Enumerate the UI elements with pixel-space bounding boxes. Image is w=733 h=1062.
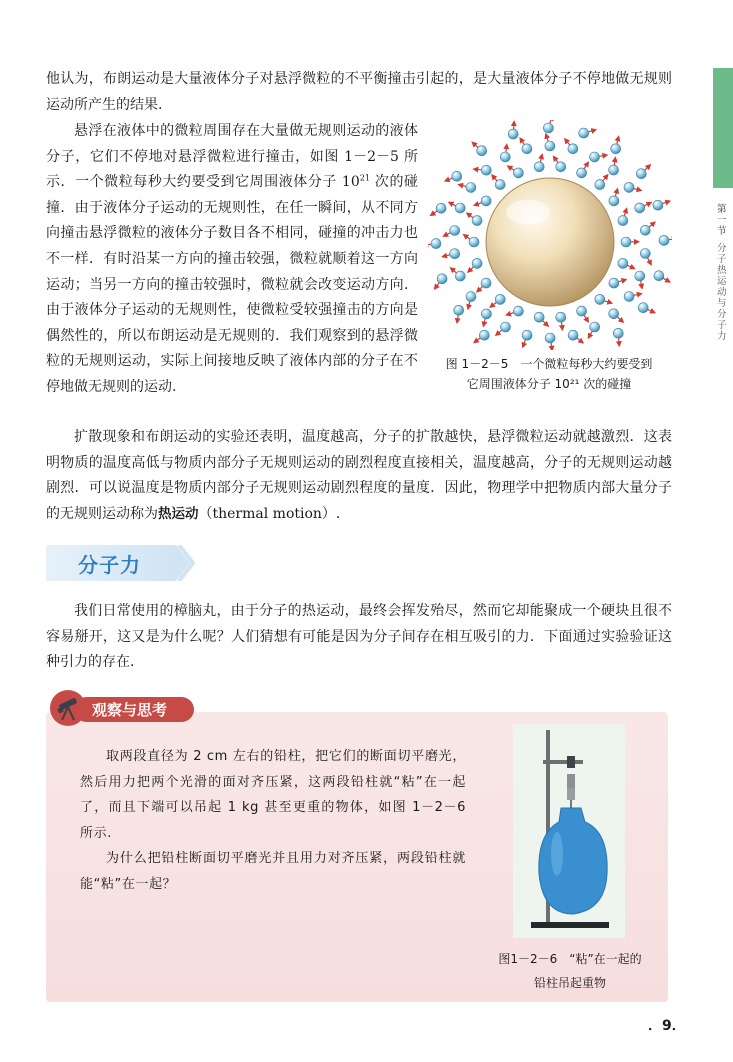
liquid-molecule	[466, 292, 476, 302]
liquid-molecule	[577, 168, 587, 178]
paragraph-intermolecular-force: 我们日常使用的樟脑丸，由于分子的热运动，最终会挥发殆尽，然而它却能聚成一个硬块且很不容易掰开，这又是为什么呢？人们猜想有可能是因为分子间存在相互吸引的力．下面通过实验验证这种引力的存在.	[46, 603, 672, 671]
suspended-particle	[486, 178, 614, 306]
molecule-velocity-arrow	[521, 140, 524, 145]
liquid-molecule	[624, 292, 634, 302]
liquid-molecule	[577, 306, 587, 316]
molecule-velocity-arrow	[618, 317, 623, 321]
liquid-molecule	[522, 330, 532, 340]
liquid-molecule	[568, 144, 578, 154]
molecule-velocity-arrow	[543, 321, 547, 325]
molecule-velocity-arrow	[460, 185, 466, 186]
liquid-molecule	[609, 278, 619, 288]
molecule-velocity-arrow	[457, 315, 458, 321]
molecule-velocity-arrow	[445, 233, 450, 236]
paragraph-thermal-motion: 扩散现象和布朗运动的实验还表明，温度越高，分子的扩散越快，悬浮微粒运动就越激烈．这表明物质的温度高低与物质内部分子无规则运动的剧烈程度直接相关，温度越高，分子的无规则运动越剧烈．可以说温度是物质内部分子无规则运动剧烈程度的量度．因此，物理学中把物质内部大量分子的无规则运动称为热运动（thermal motion）.	[46, 429, 672, 522]
liquid-molecule	[479, 330, 489, 340]
molecule-velocity-arrow	[492, 303, 497, 307]
liquid-molecule	[579, 128, 589, 138]
molecule-velocity-arrow	[551, 343, 552, 349]
molecule-velocity-arrow	[555, 158, 559, 163]
molecule-velocity-arrow	[444, 255, 450, 256]
liquid-molecule	[624, 182, 634, 192]
liquid-molecule	[481, 165, 491, 175]
liquid-molecule	[500, 152, 510, 162]
tab-section-label: 第一节	[717, 204, 727, 237]
liquid-molecule	[495, 180, 505, 190]
liquid-molecule	[556, 312, 566, 322]
molecule-velocity-arrow	[428, 244, 431, 245]
molecule-velocity-arrow	[493, 176, 497, 181]
liquid-molecule	[635, 203, 645, 213]
chapter-tab-text	[717, 204, 729, 342]
liquid-molecule	[436, 203, 446, 213]
molecule-velocity-arrow	[663, 202, 669, 204]
liquid-molecule	[481, 278, 491, 288]
liquid-molecule	[481, 309, 491, 319]
liquid-molecule	[452, 171, 462, 181]
molecule-velocity-arrow	[624, 210, 626, 216]
molecule-velocity-arrow	[589, 331, 592, 336]
liquid-molecule	[466, 183, 476, 193]
figure-particle-collisions	[428, 120, 672, 350]
liquid-molecule	[454, 305, 464, 315]
liquid-molecule	[613, 328, 623, 338]
liquid-molecule	[595, 294, 605, 304]
molecule-velocity-arrow	[540, 156, 541, 162]
liquid-molecule	[621, 237, 631, 247]
paragraph-brownian-conclusion: 他认为，布朗运动是大量液体分子对悬浮微粒的不平衡撞击引起的，是大量液体分子不停地做无规则运动所产生的结果.	[46, 71, 672, 113]
molecule-velocity-arrow	[546, 136, 548, 142]
molecule-velocity-arrow	[447, 178, 453, 180]
liquid-molecule	[640, 225, 650, 235]
liquid-molecule	[638, 303, 648, 313]
molecule-velocity-arrow	[634, 189, 640, 190]
liquid-molecule	[431, 239, 441, 249]
chapter-tab-marker	[713, 68, 733, 188]
liquid-molecule	[450, 226, 460, 236]
liquid-molecule	[654, 271, 664, 281]
liquid-molecule	[618, 216, 628, 226]
molecule-velocity-arrow	[506, 146, 507, 152]
molecule-velocity-arrow	[450, 203, 455, 206]
liquid-molecule	[609, 309, 619, 319]
molecule-velocity-arrow	[577, 338, 582, 342]
telescope-icon	[50, 690, 86, 726]
molecule-velocity-arrow	[603, 176, 607, 181]
figure-lead-cylinders-photo	[513, 724, 625, 938]
molecule-velocity-arrow	[600, 155, 606, 156]
liquid-molecule	[477, 146, 487, 156]
molecule-velocity-arrow	[523, 340, 525, 346]
molecule-velocity-arrow	[566, 140, 570, 145]
liquid-molecule	[611, 144, 621, 154]
liquid-molecule	[590, 152, 600, 162]
molecule-velocity-arrow	[432, 211, 437, 214]
molecule-velocity-arrow	[468, 302, 469, 308]
molecule-velocity-arrow	[484, 319, 485, 325]
molecule-velocity-arrow	[584, 164, 587, 169]
experiment-instructions: 取两段直径为 2 cm 左右的铅柱，把它们的断面切平磨光，然后用力把两个光滑的面对齐压紧，这两段铅柱就“粘”在一起了，而且下端可以吊起 1 kg 甚至更重的物体，如图 1－2－6 所示.	[80, 749, 466, 841]
molecule-velocity-arrow	[476, 203, 482, 205]
molecule-velocity-arrow	[615, 190, 617, 196]
paragraph-particle-collisions: 悬浮在液体中的微粒周围存在大量做无规则运动的液体分子，它们不停地对悬浮微粒进行撞击，如图 1－2－5 所示．一个微粒每秒大约要受到它周围液体分子 $10^{21}$ 次的碰撞．由于液体分子运动的无规则性，在任一瞬间，从不同方向撞击悬浮微粒的液体分子数目各不相同，碰撞的冲击力也不一样．有时沿某一方向的撞击较强，微粒就顺着这一方向运动；当另一方向的撞击较强时，微粒就会改变运动方向．由于液体分子运动的无规则性，使微粒受较强撞击的方向是偶然性的，所以布朗运动是无规则的．我们观察到的悬浮微粒的无规则运动，实际上间接地反映了液体内部的分子在不停地做无规则的运动.	[46, 123, 419, 395]
molecule-velocity-arrow	[508, 313, 514, 315]
molecule-velocity-arrow	[619, 280, 625, 282]
molecule-velocity-arrow	[474, 143, 479, 147]
liquid-molecule	[568, 330, 578, 340]
liquid-molecule	[534, 312, 544, 322]
liquid-molecule	[545, 141, 555, 151]
liquid-molecule	[556, 162, 566, 172]
molecule-velocity-arrow	[634, 294, 640, 295]
molecule-velocity-arrow	[550, 120, 552, 123]
molecule-velocity-arrow	[644, 203, 649, 206]
experiment-question: 为什么把铅柱断面切平磨光并且用力对齐压紧，两段铅柱就能“粘”在一起？	[80, 851, 466, 892]
liquid-molecule	[450, 249, 460, 259]
liquid-molecule	[513, 306, 523, 316]
molecule-velocity-arrow	[589, 130, 595, 132]
molecule-velocity-arrow	[584, 315, 587, 320]
liquid-molecule	[472, 216, 482, 226]
liquid-molecule	[590, 322, 600, 332]
molecule-velocity-arrow	[614, 159, 615, 165]
molecule-velocity-arrow	[468, 214, 473, 218]
liquid-molecule	[618, 258, 628, 268]
liquid-molecule	[640, 249, 650, 259]
liquid-molecule	[522, 144, 532, 154]
molecule-velocity-arrow	[452, 269, 457, 273]
molecule-velocity-arrow	[475, 169, 481, 170]
molecule-velocity-arrow	[478, 287, 482, 291]
molecule-velocity-arrow	[436, 283, 440, 288]
liquid-molecule	[455, 203, 465, 213]
exponent: 21	[359, 173, 370, 183]
liquid-molecule	[437, 274, 447, 284]
observation-title: 观察与思考	[92, 701, 168, 719]
liquid-molecule	[534, 162, 544, 172]
tab-section-title: 分子热运动与分子力	[717, 243, 727, 342]
page-number: ．9．	[648, 1018, 686, 1034]
molecule-velocity-arrow	[669, 239, 672, 240]
figure-1-2-6-caption: 图1－2－6 “粘”在一起的 铅柱吊起重物	[498, 952, 642, 990]
molecule-velocity-arrow	[469, 267, 473, 271]
liquid-molecule	[513, 168, 523, 178]
figure-1-2-5-caption: 图 1－2－5 一个微粒每秒大约要受到 它周围液体分子 10²¹ 次的碰撞	[445, 357, 653, 391]
molecule-velocity-arrow	[648, 310, 654, 312]
molecule-velocity-arrow	[465, 236, 470, 240]
molecule-velocity-arrow	[649, 223, 654, 227]
molecule-velocity-arrow	[475, 338, 480, 342]
liquid-molecule	[543, 123, 553, 133]
liquid-molecule	[595, 180, 605, 190]
molecule-velocity-arrow	[628, 265, 634, 268]
term-thermal-motion: 热运动	[158, 505, 199, 522]
molecule-velocity-arrow	[617, 138, 618, 144]
liquid-molecule	[609, 165, 619, 175]
liquid-molecule	[508, 129, 518, 139]
liquid-molecule	[495, 294, 505, 304]
liquid-molecule	[653, 200, 663, 210]
liquid-molecule	[501, 322, 511, 332]
liquid-molecule	[481, 196, 491, 206]
molecule-velocity-arrow	[645, 166, 649, 170]
liquid-molecule	[609, 196, 619, 206]
liquid-molecule	[636, 169, 646, 179]
section-title: 分子力	[78, 553, 141, 577]
molecule-velocity-arrow	[562, 322, 563, 328]
molecule-velocity-arrow	[663, 278, 668, 281]
molecule-velocity-arrow	[648, 258, 651, 263]
liquid-molecule	[469, 237, 479, 247]
liquid-molecule	[635, 271, 645, 281]
liquid-molecule	[545, 333, 555, 343]
observation-text	[80, 744, 466, 898]
liquid-molecule	[455, 271, 465, 281]
molecule-velocity-arrow	[605, 301, 611, 303]
molecule-velocity-arrow	[641, 281, 642, 287]
liquid-molecule	[472, 258, 482, 268]
molecule-velocity-arrow	[497, 330, 502, 334]
molecule-velocity-arrow	[509, 167, 514, 170]
liquid-molecule	[659, 235, 669, 245]
